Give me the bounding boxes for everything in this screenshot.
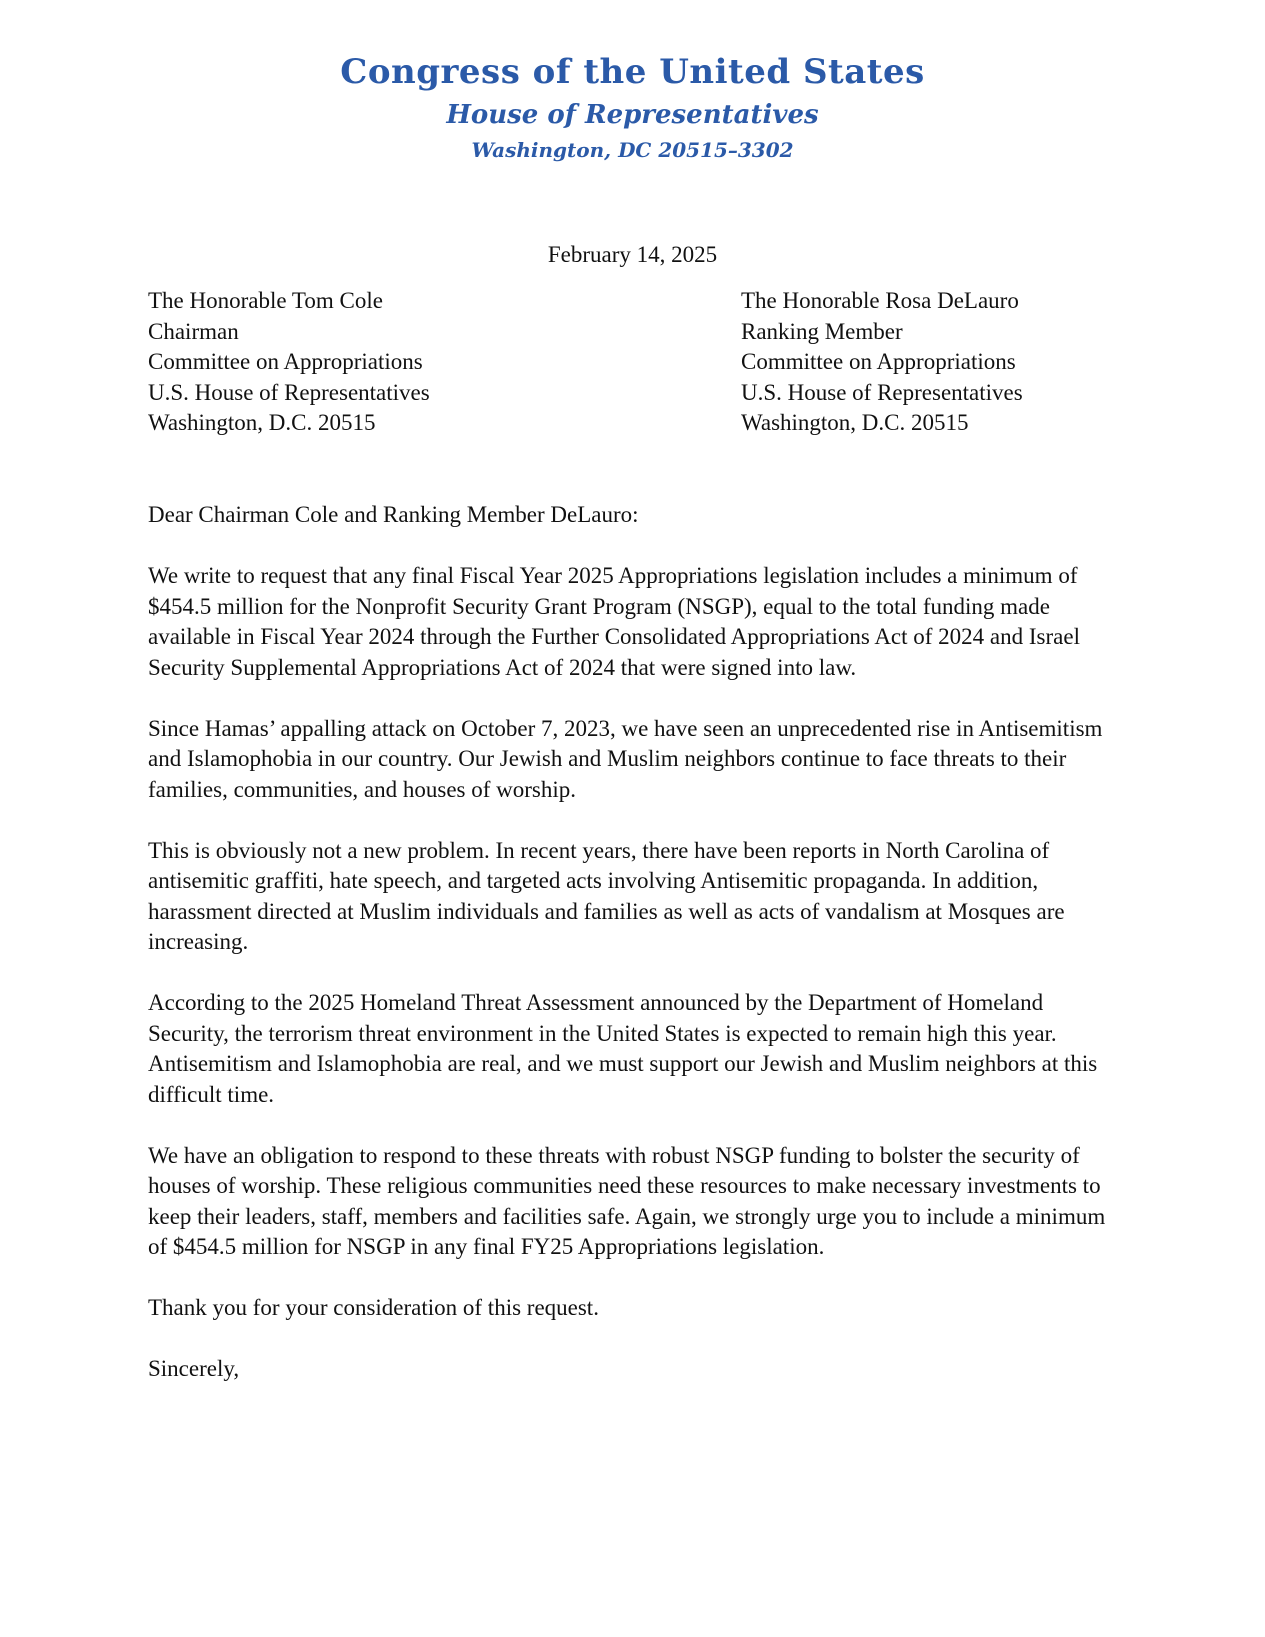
addressee-ranking-member bbox=[741, 286, 1023, 439]
addressee-line: Committee on Appropriations bbox=[148, 349, 423, 374]
letter-date: February 14, 2025 bbox=[547, 242, 718, 267]
body-paragraph: Since Hamas’ appalling attack on October 7, 2023, we have seen an unprecedented rise in Antisemitism and Islamophobia in our country. Our Jewish and Muslim neighbors continue to face threats to their families, communities, and houses of worship. bbox=[148, 715, 1103, 802]
addressee-chairman bbox=[148, 286, 430, 439]
addressee-line: U.S. House of Representatives bbox=[148, 379, 430, 405]
addressee-line: Washington, D.C. 20515 bbox=[148, 410, 376, 435]
body-paragraph: We write to request that any final Fiscal Year 2025 Appropriations legislation includes a minimum of $454.5 million for the Nonprofit Security Grant Program (NSGP), equal to the total funding made available in Fiscal Year 2024 through the Further Consolidated Appropriations Act of 2024 and Israel Security Supplemental Appropriations Act of 2024 that were signed into law. bbox=[148, 563, 1080, 680]
body-paragraph: This is obviously not a new problem. In recent years, there have been reports in North Carolina of antisemitic graffiti, hate speech, and targeted acts involving Antisemitic propaganda. In addition, harassment directed at Muslim individuals and families as well as acts of vandalism at Mosques are increasing. bbox=[148, 837, 1065, 954]
addressee-line: Ranking Member bbox=[741, 318, 903, 344]
addressee-line: Chairman bbox=[148, 318, 239, 344]
closing: Sincerely, bbox=[148, 1356, 240, 1381]
addressee-line: The Honorable Rosa DeLauro bbox=[741, 288, 1019, 313]
letterhead-address: Washington, DC 20515–3302 bbox=[471, 138, 794, 162]
addressee-line: U.S. House of Representatives bbox=[741, 379, 1023, 405]
letterhead-house: House of Representatives bbox=[446, 100, 819, 130]
addressee-line: Washington, D.C. 20515 bbox=[741, 410, 969, 435]
body-paragraph: We have an obligation to respond to these threats with robust NSGP funding to bolster the security of houses of worship. These religious communities need these resources to make necessary investments to keep their leaders, staff, members and facilities safe. Again, we strongly urge you to include a minimum of $454.5 million for NSGP in any final FY25 Appropriations legislation. bbox=[148, 1142, 1106, 1259]
addressee-line: The Honorable Tom Cole bbox=[148, 288, 383, 313]
addressee-line: Committee on Appropriations bbox=[741, 349, 1016, 374]
letterhead bbox=[0, 48, 1265, 166]
body-paragraph: Thank you for your consideration of this request. bbox=[148, 1295, 599, 1320]
letter-body bbox=[148, 500, 1118, 1415]
salutation: Dear Chairman Cole and Ranking Member DeLauro: bbox=[148, 502, 639, 527]
letterhead-title: Congress of the United States bbox=[340, 52, 925, 92]
body-paragraph: According to the 2025 Homeland Threat Assessment announced by the Department of Homeland Security, the terrorism threat environment in the United States is expected to remain high this year. Antisemitism and Islamophobia are real, and we must support our Jewish and Muslim neighbors at this difficult time. bbox=[148, 990, 1098, 1107]
